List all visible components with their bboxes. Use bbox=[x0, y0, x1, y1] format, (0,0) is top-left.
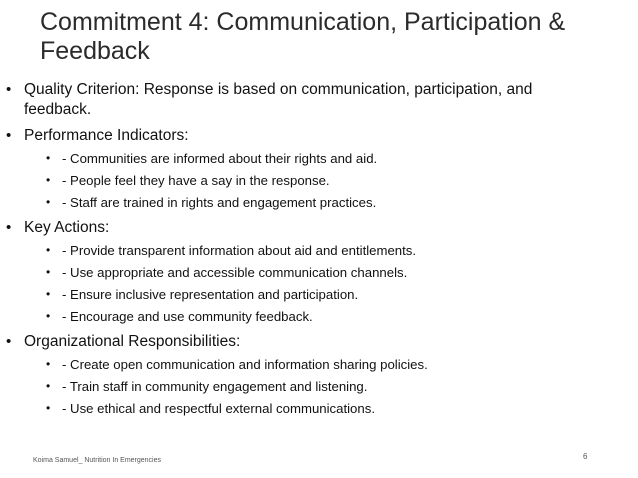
section-heading-performance-indicators bbox=[0, 126, 598, 146]
bullet-icon: • bbox=[46, 379, 51, 393]
list-item-text: - Staff are trained in rights and engagement practices. bbox=[62, 195, 377, 210]
list-item bbox=[0, 400, 638, 417]
list-item bbox=[0, 378, 638, 395]
list-item bbox=[0, 356, 638, 373]
section-heading-label: Performance Indicators: bbox=[24, 127, 189, 144]
quality-criterion bbox=[0, 80, 598, 120]
list-item bbox=[0, 264, 638, 281]
bullet-icon: • bbox=[46, 357, 51, 371]
section-heading-label: Organizational Responsibilities: bbox=[24, 333, 241, 350]
slide-footer: Koima Samuel_ Nutrition In Emergencies bbox=[33, 457, 162, 464]
page-number: 6 bbox=[583, 452, 588, 461]
list-item bbox=[0, 194, 638, 211]
section-heading-key-actions bbox=[0, 218, 598, 238]
list-item-text: - Provide transparent information about aid and entitlements. bbox=[62, 243, 417, 258]
bullet-icon: • bbox=[46, 287, 51, 301]
bullet-icon: • bbox=[46, 401, 51, 415]
list-item bbox=[0, 242, 638, 259]
slide-title bbox=[40, 8, 620, 66]
bullet-icon: • bbox=[6, 127, 12, 144]
bullet-icon: • bbox=[6, 81, 12, 98]
list-item bbox=[0, 172, 638, 189]
list-item-text: - People feel they have a say in the response. bbox=[62, 173, 330, 188]
section-heading-organizational-responsibilities bbox=[0, 332, 598, 352]
list-item bbox=[0, 308, 638, 325]
bullet-icon: • bbox=[46, 151, 51, 165]
quality-criterion-line-2: feedback. bbox=[24, 101, 92, 118]
slide-body bbox=[0, 80, 638, 417]
list-item-text: - Communities are informed about their rights and aid. bbox=[62, 151, 378, 166]
slide-title-line-1: Commitment 4: Communication, Participation & bbox=[40, 8, 566, 36]
bullet-icon: • bbox=[46, 265, 51, 279]
list-item-text: - Train staff in community engagement and listening. bbox=[62, 379, 368, 394]
bullet-icon: • bbox=[46, 173, 51, 187]
list-item-text: - Encourage and use community feedback. bbox=[62, 309, 313, 324]
bullet-icon: • bbox=[6, 219, 12, 236]
bullet-icon: • bbox=[6, 333, 12, 350]
list-item bbox=[0, 150, 638, 167]
list-item-text: - Create open communication and information sharing policies. bbox=[62, 357, 428, 372]
bullet-icon: • bbox=[46, 195, 51, 209]
list-item bbox=[0, 286, 638, 303]
list-item-text: - Use appropriate and accessible communication channels. bbox=[62, 265, 408, 280]
list-item-text: - Use ethical and respectful external communications. bbox=[62, 401, 375, 416]
quality-criterion-line-1: Quality Criterion: Response is based on communication, participation, and bbox=[24, 81, 533, 98]
list-item-text: - Ensure inclusive representation and participation. bbox=[62, 287, 359, 302]
bullet-icon: • bbox=[46, 309, 51, 323]
section-heading-label: Key Actions: bbox=[24, 219, 110, 236]
bullet-icon: • bbox=[46, 243, 51, 257]
slide-title-line-2: Feedback bbox=[40, 37, 150, 65]
